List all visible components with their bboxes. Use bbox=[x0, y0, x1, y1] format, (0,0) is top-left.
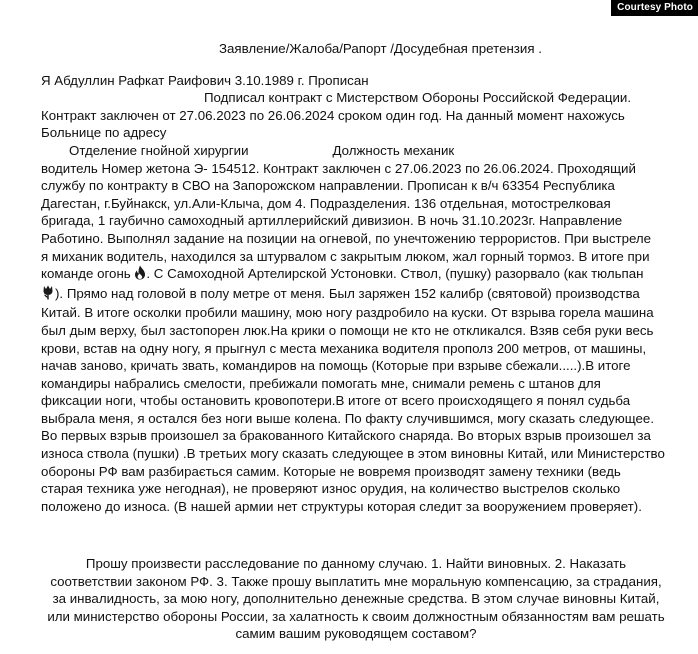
document-title: Заявление/Жалоба/Рапорт /Досудебная претензия . bbox=[219, 41, 542, 56]
department-line bbox=[41, 142, 671, 160]
paragraph-line bbox=[41, 285, 671, 305]
tulip-icon bbox=[41, 285, 55, 305]
paragraph-line: я миханик водитель, находился за штурвалом с закрытым люком, жал горный тормоз. В итоге при bbox=[41, 248, 650, 264]
paragraph-line: износа ствола (пушки) .В третьих могу сказать следующее в этом виновны Китай, или Министерство bbox=[41, 446, 665, 462]
position-label: Должность механик bbox=[332, 142, 455, 158]
header-line: Подписал контракт с Мистерством Обороны Российской Федерации. bbox=[204, 90, 632, 106]
paragraph-line: Дагестан, г.Буйнакск, ул.Али-Клыча, дом 4. Подразделения. 136 отдельная, мотострелковая bbox=[41, 195, 611, 211]
courtesy-photo-badge: Courtesy Photo bbox=[611, 0, 698, 16]
paragraph-line: Во первых взрыв произошел за бракованного Китайского снаряда. Во вторых взрыв произошел за bbox=[41, 428, 651, 444]
paragraph-line: службу по контракту в СВО на Запорожском направлении. Прописан к в/ч 63354 Республика bbox=[41, 178, 615, 194]
request-line: самим вашим руководящем составом? bbox=[235, 626, 477, 642]
request-line: Прошу произвести расследование по данному случаю. 1. Найти виновных. 2. Наказать bbox=[85, 556, 627, 571]
request-line: или министерство обороны России, за халатность к своим должностным обязанностям вам решать bbox=[47, 608, 665, 624]
paragraph-text: команде огонь bbox=[41, 266, 135, 282]
paragraph-line: водитель Номер жетона Э- 154512. Контракт заключен с 27.06.2023 по 26.06.2024. Проходящий bbox=[41, 160, 636, 176]
paragraph-text: . С Самоходной Артелирской Устоновки. Ствол, (пушку) разорвало (как тюльпан bbox=[146, 266, 644, 282]
paragraph-line: бригада, 1 гаубично самоходный артиллерийский дивизион. В ночь 31.10.2023г. Направление bbox=[41, 213, 623, 229]
paragraph-line bbox=[41, 265, 671, 285]
paragraph-line: начав заново, кричать звать, командиров на помощь (Которые при взрыве сбежали.....).В итоге bbox=[41, 358, 631, 374]
header-line: Больнице по адресу bbox=[41, 125, 167, 141]
statement-paragraph bbox=[41, 160, 671, 516]
request-line: за инвалидность, за мою ногу, дополнительно денежные средства. В этом случае виновны Китай, bbox=[52, 591, 660, 607]
paragraph-line: выбрала меня, я остался без ноги выше колена. По факту случившимся, могу сказать следующее. bbox=[41, 410, 655, 426]
paragraph-line: командиры набрались смелости, пребижали помогать мне, снимали ремень с штанов для bbox=[41, 375, 601, 391]
document-body bbox=[41, 40, 671, 515]
paragraph-text: ). Прямо над головой в полу метре от меня. Был заряжен 152 калибр (святовой) производства bbox=[55, 285, 640, 301]
paragraph-line: крови, встав на одну ногу, я прыгнул с места механика водителя прополз 200 метров, от машины, bbox=[41, 340, 647, 356]
paragraph-line: положено до износа. (В нашей армии нет структуры которая следит за вооружением проверяет). bbox=[41, 498, 642, 514]
fire-icon bbox=[134, 265, 146, 285]
header-line: Контракт заключен от 27.06.2023 по 26.06.2024 сроком один год. На данный момент нахожусь bbox=[41, 107, 625, 123]
paragraph-line: фиксации ноги, чтобы остановить кровопотери.В итоге от всего происходящего я понял судьба bbox=[41, 393, 631, 409]
paragraph-line: был дым верху, был застопорен люк.На крики о помощи не кто не откликался. Взяв себя руки весь bbox=[41, 322, 654, 338]
header-line: Я Абдуллин Рафкат Раифович 3.10.1989 г. Прописан bbox=[41, 72, 369, 88]
request-line: соответствии законом РФ. 3. Также прошу выплатить мне моральную компенсацию, за страдания, bbox=[50, 573, 662, 589]
paragraph-line: старая техника уже негодная), не проверяют износ орудия, на количество выстрелов сколько bbox=[41, 481, 621, 497]
paragraph-line: Работино. Выполнял задание на позиции на огневой, по унечтожению террористов. При выстреле bbox=[41, 230, 652, 246]
paragraph-line: Китай. В итоге осколки пробили машину, мою ногу раздробило на куски. От взрыва горела машина bbox=[41, 305, 654, 321]
request-paragraph bbox=[41, 555, 671, 643]
department-name: Отделение гнойной хирургии bbox=[69, 142, 249, 158]
paragraph-line: обороны РФ вам разбирається самим. Которые не вовремя производят замену техники (ведь bbox=[41, 463, 621, 479]
